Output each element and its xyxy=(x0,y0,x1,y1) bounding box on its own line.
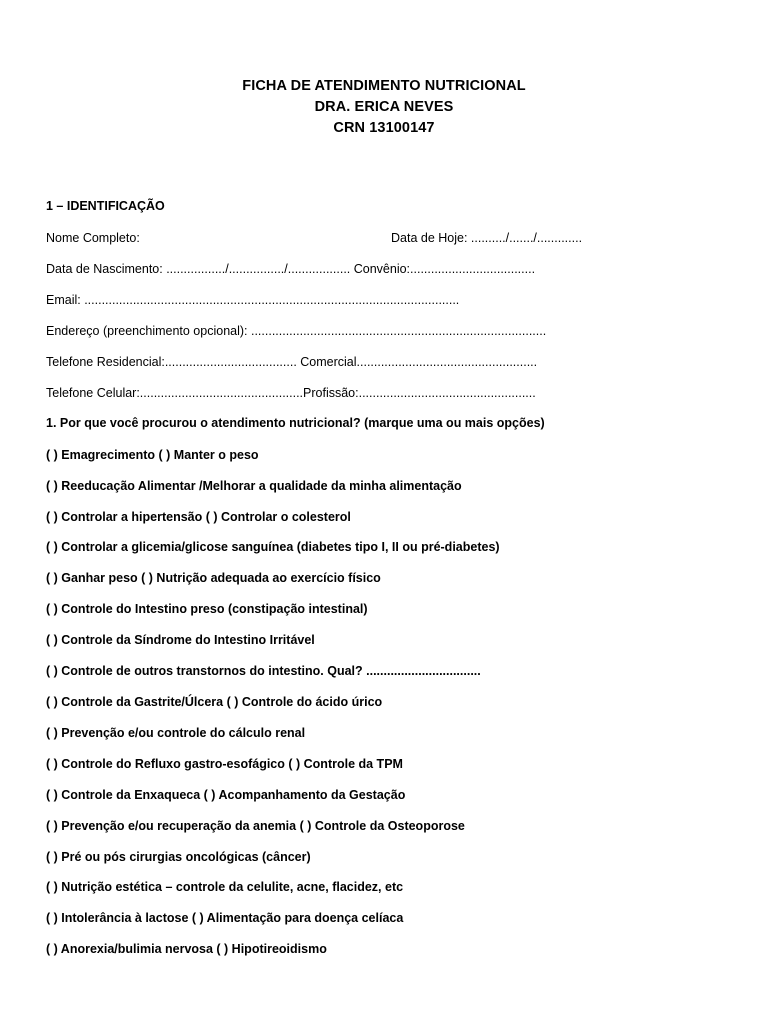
cell-phone-field[interactable]: Telefone Celular:...............................................Profissão:................................................... xyxy=(46,386,536,400)
option-item[interactable]: ( ) Controle da Síndrome do Intestino Irritável xyxy=(46,633,315,647)
option-item[interactable]: ( ) Controle do Refluxo gastro-esofágico ( ) Controle da TPM xyxy=(46,757,403,771)
option-item[interactable]: ( ) Emagrecimento ( ) Manter o peso xyxy=(46,448,259,462)
option-item[interactable]: ( ) Controlar a hipertensão ( ) Controlar o colesterol xyxy=(46,510,351,524)
option-item[interactable]: ( ) Prevenção e/ou controle do cálculo renal xyxy=(46,726,306,740)
full-name-label: Nome Completo: xyxy=(46,231,140,245)
email-field[interactable]: Email: ............................................................................................................ xyxy=(46,293,460,307)
option-item[interactable]: ( ) Nutrição estética – controle da celulite, acne, flacidez, etc xyxy=(46,880,404,894)
option-item[interactable]: ( ) Controle da Enxaqueca ( ) Acompanhamento da Gestação xyxy=(46,788,406,802)
option-item[interactable]: ( ) Controle de outros transtornos do intestino. Qual? ................................. xyxy=(46,664,481,678)
option-item[interactable]: ( ) Controle do Intestino preso (constipação intestinal) xyxy=(46,602,368,616)
form-title: FICHA DE ATENDIMENTO NUTRICIONAL xyxy=(242,78,526,94)
option-item[interactable]: ( ) Ganhar peso ( ) Nutrição adequada ao exercício físico xyxy=(46,571,381,585)
address-field[interactable]: Endereço (preenchimento opcional): ..................................................................................... xyxy=(46,324,547,338)
option-item[interactable]: ( ) Prevenção e/ou recuperação da anemia ( ) Controle da Osteoporose xyxy=(46,819,465,833)
birth-date-field[interactable]: Data de Nascimento: ................./................/.................. Convênio:.................................... xyxy=(46,262,536,276)
identification-section-title: 1 – IDENTIFICAÇÃO xyxy=(46,199,165,213)
question-1-title: 1. Por que você procurou o atendimento nutricional? (marque uma ou mais opções) xyxy=(46,416,545,430)
full-name-row xyxy=(46,231,583,245)
home-phone-field[interactable]: Telefone Residencial:...................................... Comercial.................................................... xyxy=(46,355,538,369)
option-item[interactable]: ( ) Pré ou pós cirurgias oncológicas (câncer) xyxy=(46,850,311,864)
option-item[interactable]: ( ) Controlar a glicemia/glicose sanguínea (diabetes tipo I, II ou pré-diabetes) xyxy=(46,540,500,554)
today-date-field[interactable]: Data de Hoje: ........../......./............. xyxy=(391,231,583,245)
document-header xyxy=(0,76,768,139)
crn-number: CRN 13100147 xyxy=(333,120,435,136)
option-item[interactable]: ( ) Reeducação Alimentar /Melhorar a qualidade da minha alimentação xyxy=(46,479,462,493)
option-item[interactable]: ( ) Intolerância à lactose ( ) Alimentação para doença celíaca xyxy=(46,911,404,925)
option-item[interactable]: ( ) Controle da Gastrite/Úlcera ( ) Controle do ácido úrico xyxy=(46,695,383,709)
option-item[interactable]: ( ) Anorexia/bulimia nervosa ( ) Hipotireoidismo xyxy=(46,942,327,956)
doctor-name: DRA. ERICA NEVES xyxy=(314,99,454,115)
